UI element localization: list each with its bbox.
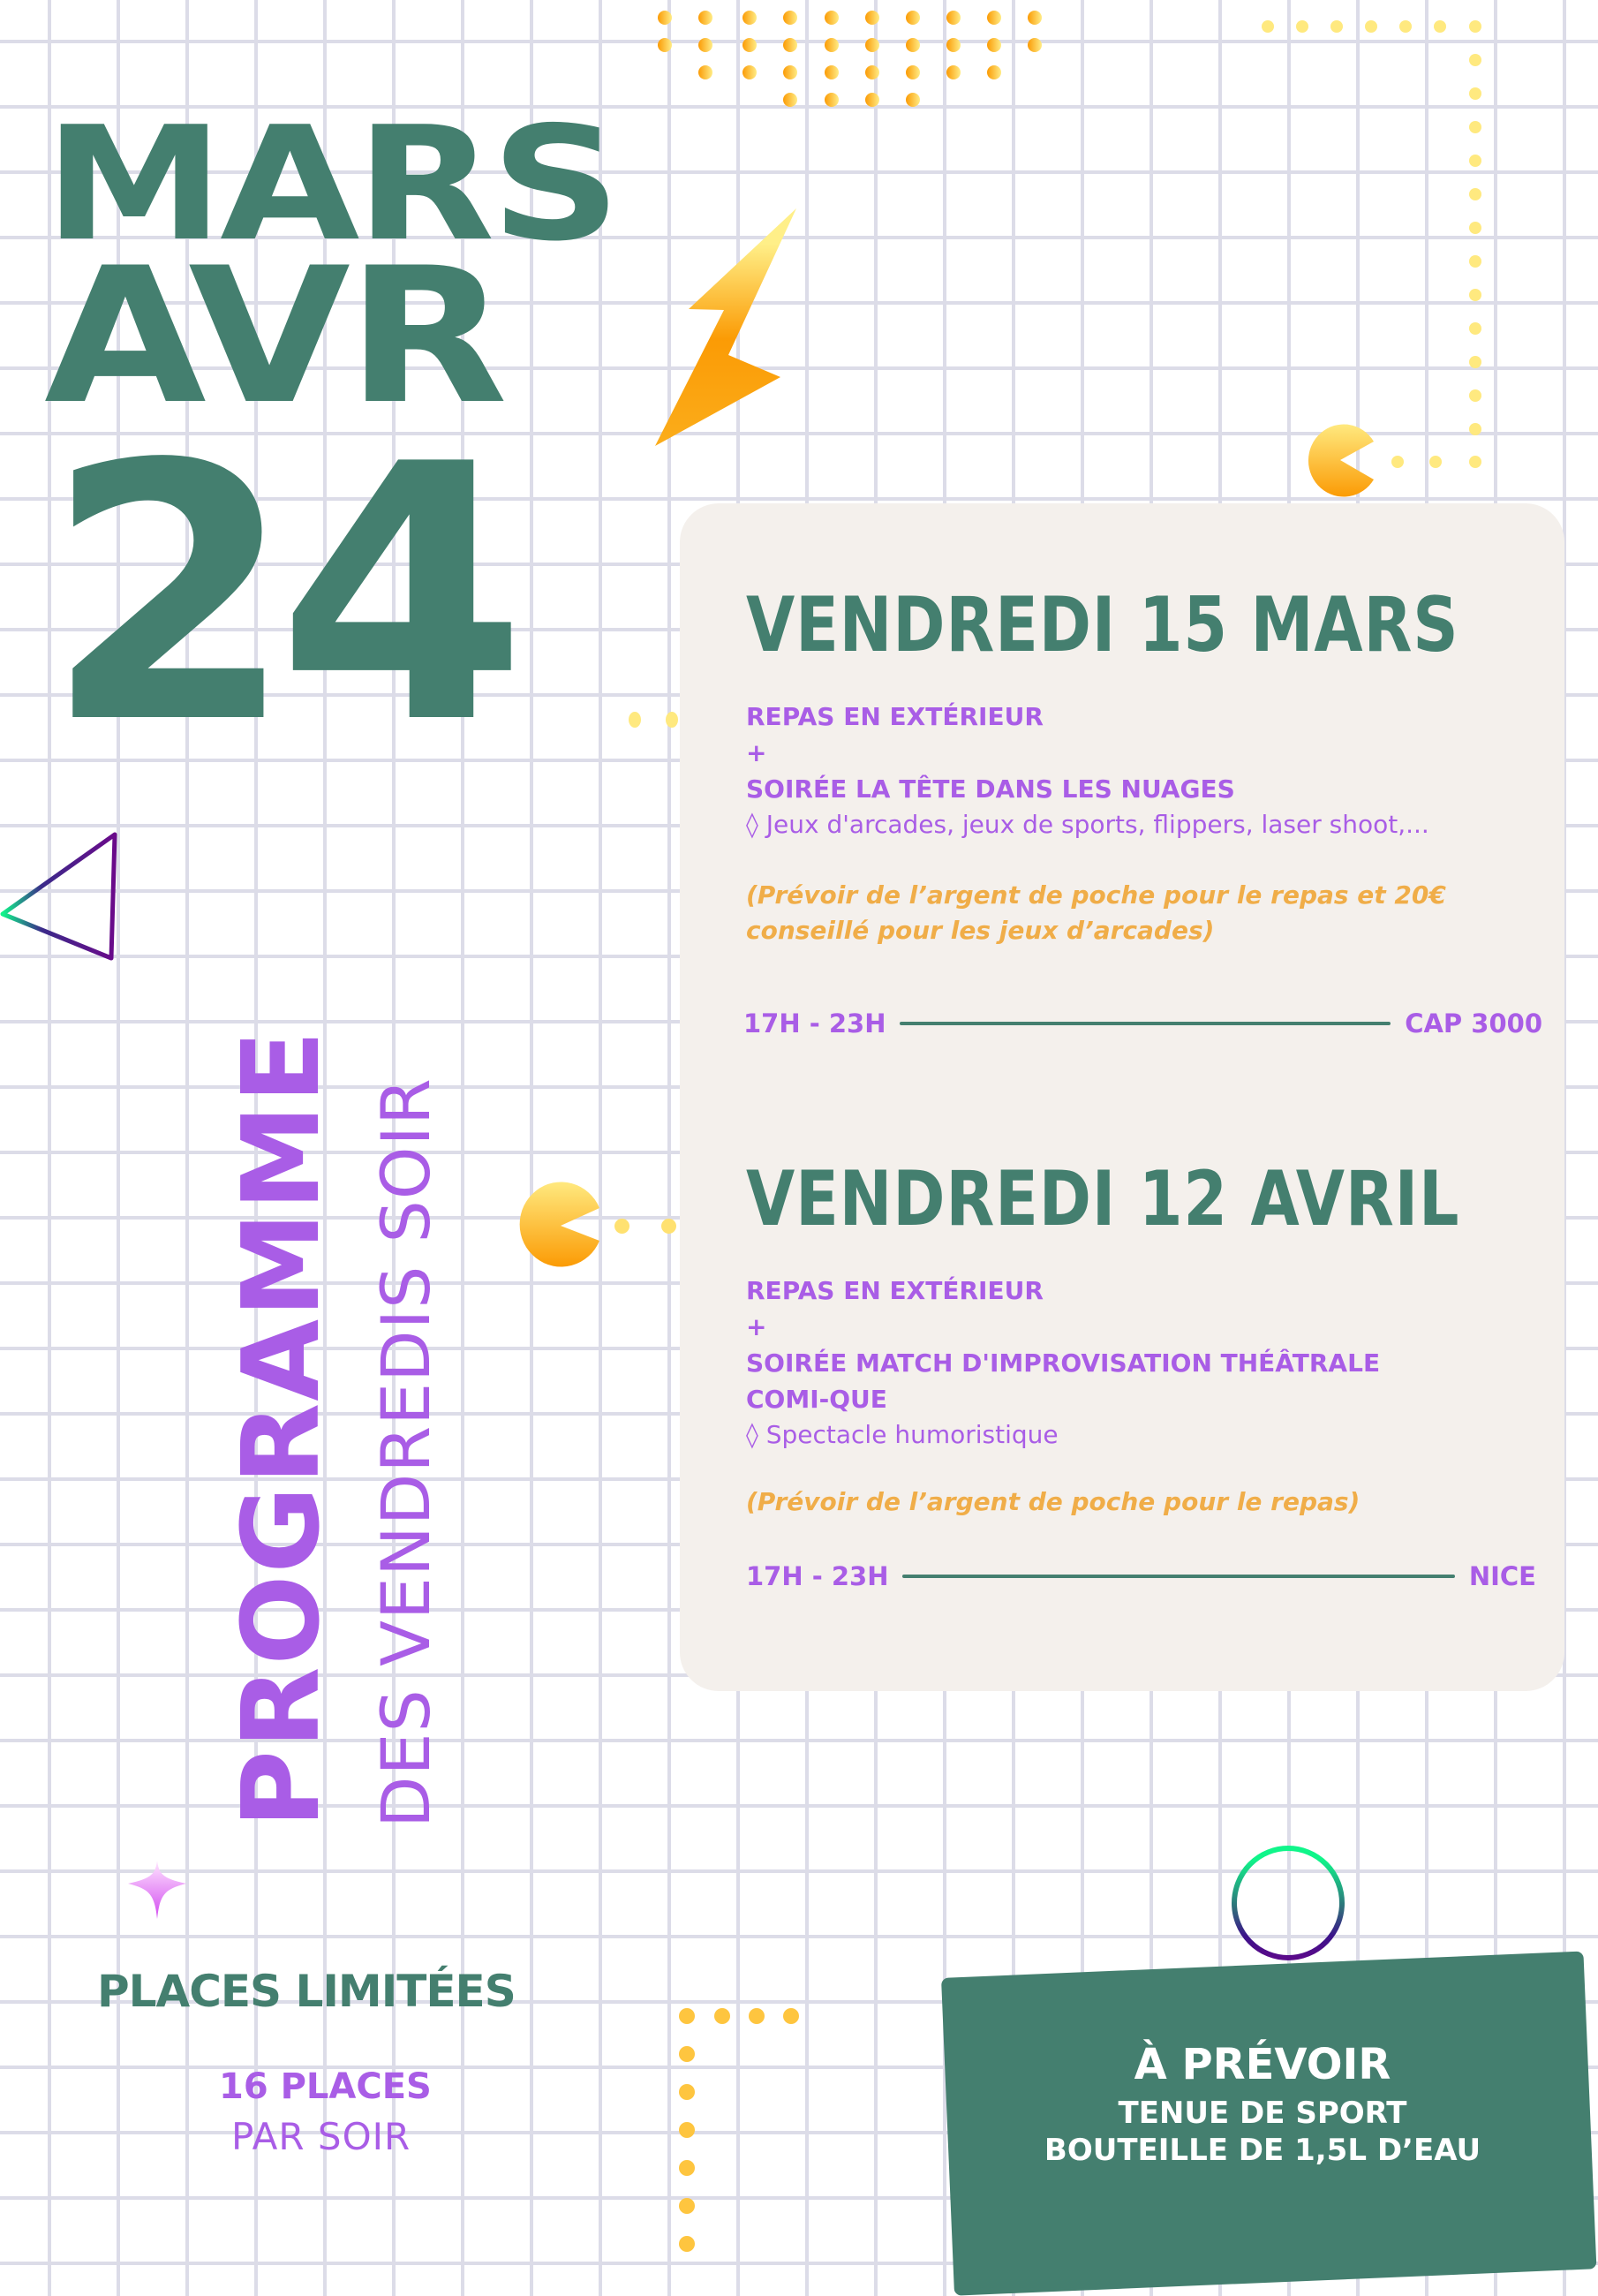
event-activity: REPAS EN EXTÉRIEUR <box>746 1276 1044 1305</box>
events-card <box>680 503 1564 1691</box>
dot-pattern-decoration <box>609 0 1139 124</box>
places-limited-title: PLACES LIMITÉES <box>97 1966 516 2017</box>
event-note: (Prévoir de l’argent de poche pour le repas) <box>746 1487 1361 1516</box>
event-1 <box>746 581 1541 948</box>
ring-decoration <box>1223 1841 1346 1969</box>
event-description: ◊ Spectacle humoristique <box>746 1420 1059 1449</box>
pacman-icon <box>517 1182 606 1270</box>
month-march: MARS <box>44 93 617 276</box>
dot-decoration <box>629 712 641 728</box>
event-date: VENDREDI 12 AVRIL <box>746 1155 1460 1243</box>
event-plus: + <box>746 1312 767 1341</box>
event-location: NICE <box>1468 1561 1536 1591</box>
event-activity: SOIRÉE LA TÊTE DANS LES NUAGES <box>746 774 1235 804</box>
event-time: 17H - 23H <box>743 1008 886 1038</box>
prevoir-title: À PRÉVOIR <box>1134 2040 1391 2089</box>
event-location: CAP 3000 <box>1405 1008 1542 1038</box>
event-plus: + <box>746 738 767 767</box>
event-time: 17H - 23H <box>746 1561 889 1591</box>
dot-decoration <box>661 1219 676 1234</box>
event-activity: SOIRÉE MATCH D'IMPROVISATION THÉÂTRALE COMI-QUE <box>746 1348 1381 1414</box>
programme-subtitle: DES VENDREDIS SOIR <box>366 1077 445 1828</box>
year: 24 <box>44 390 509 801</box>
event-note: (Prévoir de l’argent de poche pour le repas et 20€ conseillé pour les jeux d’arcades) <box>746 880 1446 945</box>
divider-line <box>900 1022 1391 1025</box>
programme-title: PROGRAMME <box>221 1029 343 1828</box>
event-date: VENDREDI 15 MARS <box>746 581 1459 669</box>
dot-decoration <box>666 712 678 728</box>
programme-heading <box>221 901 450 1828</box>
triangle-outline-decoration <box>0 826 124 967</box>
event-1-footer <box>743 1008 1542 1038</box>
divider-line <box>902 1575 1454 1578</box>
event-activity: REPAS EN EXTÉRIEUR <box>746 702 1044 731</box>
dot-decoration <box>614 1219 629 1234</box>
prevoir-item: BOUTEILLE DE 1,5L D’EAU <box>1044 2133 1481 2168</box>
dotted-path-decoration <box>671 1996 812 2261</box>
prevoir-panel <box>941 2031 1584 2169</box>
places-per-evening: PAR SOIR <box>231 2115 411 2158</box>
dotted-path-decoration <box>1254 0 1519 495</box>
event-description: ◊ Jeux d'arcades, jeux de sports, flippers, laser shoot,... <box>746 810 1429 839</box>
sparkle-icon <box>126 1859 188 1921</box>
pacman-icon <box>1305 422 1384 498</box>
month-april: AVR <box>44 227 504 445</box>
lightning-bolt-icon <box>649 203 808 450</box>
places-count: 16 PLACES <box>219 2066 432 2107</box>
prevoir-item: TENUE DE SPORT <box>1118 2096 1407 2131</box>
event-2-footer <box>746 1561 1536 1591</box>
event-2 <box>746 1155 1541 1520</box>
